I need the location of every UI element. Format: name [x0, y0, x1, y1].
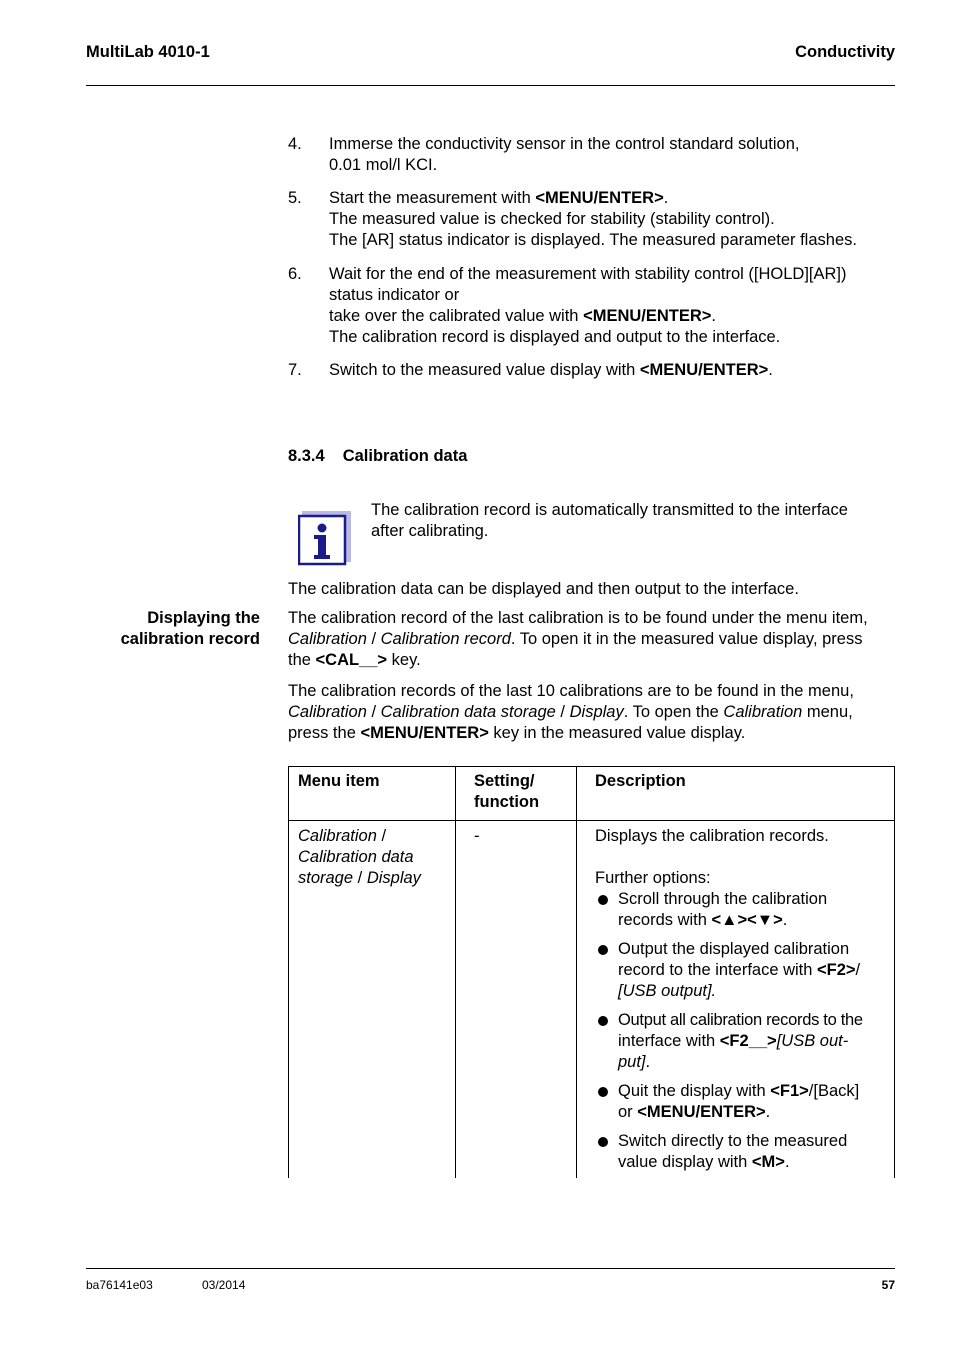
header-product: MultiLab 4010-1 — [86, 43, 210, 61]
step-line: 0.01 mol/l KCI. — [329, 156, 438, 174]
header-chapter: Conductivity — [795, 43, 895, 61]
step-line: The measured value is checked for stability (stability control). — [329, 210, 775, 228]
footer-doc-id: ba76141e03 — [86, 1278, 153, 1292]
key-menu-enter: <MENU/ENTER> — [639, 361, 769, 379]
paragraph-calibration-storage: The calibration records of the last 10 calibrations are to be found in the menu, Calibration / Calibration data storage / Display. To open the Calibration menu, press the <MENU/ENTER> key in the measured value display. — [288, 682, 854, 742]
step-line: Immerse the conductivity sensor in the control standard solution, — [329, 135, 800, 153]
key-m: <M> — [751, 1153, 785, 1171]
table-cell-setting: - — [474, 827, 480, 845]
bullet-icon — [598, 895, 608, 905]
info-icon — [298, 510, 352, 566]
step-line: take over the calibrated value with <MENU/ENTER>. — [329, 307, 717, 325]
menu-table — [288, 766, 895, 1178]
step-line: Switch to the measured value display with <MENU/ENTER>. — [329, 361, 773, 379]
info-note-text: The calibration record is automatically transmitted to the interface after calibrating. — [371, 501, 848, 540]
intro-text: The calibration data can be displayed and then output to the interface. — [288, 580, 799, 598]
key-cal: <CAL__> — [315, 651, 388, 669]
menu-path: Calibration record — [380, 630, 511, 648]
footer-rule — [86, 1268, 895, 1269]
bullet-icon — [598, 1137, 608, 1147]
step-number: 6. — [288, 265, 302, 283]
key-menu-enter: <MENU/ENTER> — [360, 724, 489, 742]
list-item: Quit the display with <F1>/[Back] or <MENU/ENTER>. — [595, 1081, 895, 1123]
section-number: 8.3.4 — [288, 447, 325, 465]
table-cell-description: Displays the calibration records. Further options: Scroll through the calibration records with <▲><▼>. Output the displayed calibration record to the interface with <F2>/ [USB output]. Output all calibration records to the interface with <F2__>[USB out- put]. Quit the display with <F1>/[Back] or <MENU/ENTER>. Switch directly to the measured value display with <M>. — [595, 826, 893, 1181]
step-number: 7. — [288, 361, 302, 379]
step-number: 5. — [288, 189, 302, 207]
key-menu-enter: <MENU/ENTER> — [535, 189, 664, 207]
menu-path: Calibration — [288, 630, 367, 648]
step-line: The calibration record is displayed and output to the interface. — [329, 328, 781, 346]
footer-date: 03/2014 — [202, 1278, 246, 1292]
step-line: status indicator or — [329, 286, 460, 304]
table-header-description: Description — [595, 772, 686, 790]
key-menu-enter: <MENU/ENTER> — [583, 307, 712, 325]
key-f2: <F2> — [817, 961, 856, 979]
table-header-setting: Setting/ function — [474, 772, 540, 811]
section-heading — [288, 447, 467, 466]
key-arrows: <▲><▼> — [711, 911, 783, 929]
section-title: Calibration data — [342, 447, 468, 465]
table-header-menu-item: Menu item — [298, 772, 380, 790]
key-f1: <F1> — [770, 1082, 809, 1100]
list-item: Scroll through the calibration records with <▲><▼>. — [595, 889, 895, 931]
page-number: 57 — [881, 1278, 895, 1292]
table-cell-menu-item: Calibration / Calibration data storage / Display — [298, 827, 421, 887]
bullet-icon — [598, 945, 608, 955]
list-item: Output all calibration records to the interface with <F2__>[USB out- put]. — [595, 1010, 895, 1073]
list-item: Switch directly to the measured value display with <M>. — [595, 1131, 895, 1173]
step-line: Wait for the end of the measurement with stability control ([HOLD][AR]) — [329, 265, 847, 283]
header-rule — [86, 85, 895, 86]
step-line: The [AR] status indicator is displayed. The measured parameter flashes. — [329, 231, 857, 249]
bullet-icon — [598, 1016, 608, 1026]
paragraph-calibration-record: The calibration record of the last calibration is to be found under the menu item, Calibration / Calibration record. To open it in the measured value display, press the <CAL__> key. — [288, 609, 868, 669]
key-menu-enter: <MENU/ENTER> — [637, 1103, 766, 1121]
step-number: 4. — [288, 135, 302, 153]
key-f2-long: <F2__> — [719, 1032, 777, 1050]
side-heading: Displaying the calibration record — [120, 609, 260, 648]
bullet-icon — [598, 1087, 608, 1097]
list-item: Output the displayed calibration record to the interface with <F2>/ [USB output]. — [595, 939, 895, 1002]
step-line: Start the measurement with <MENU/ENTER>. — [329, 189, 669, 207]
